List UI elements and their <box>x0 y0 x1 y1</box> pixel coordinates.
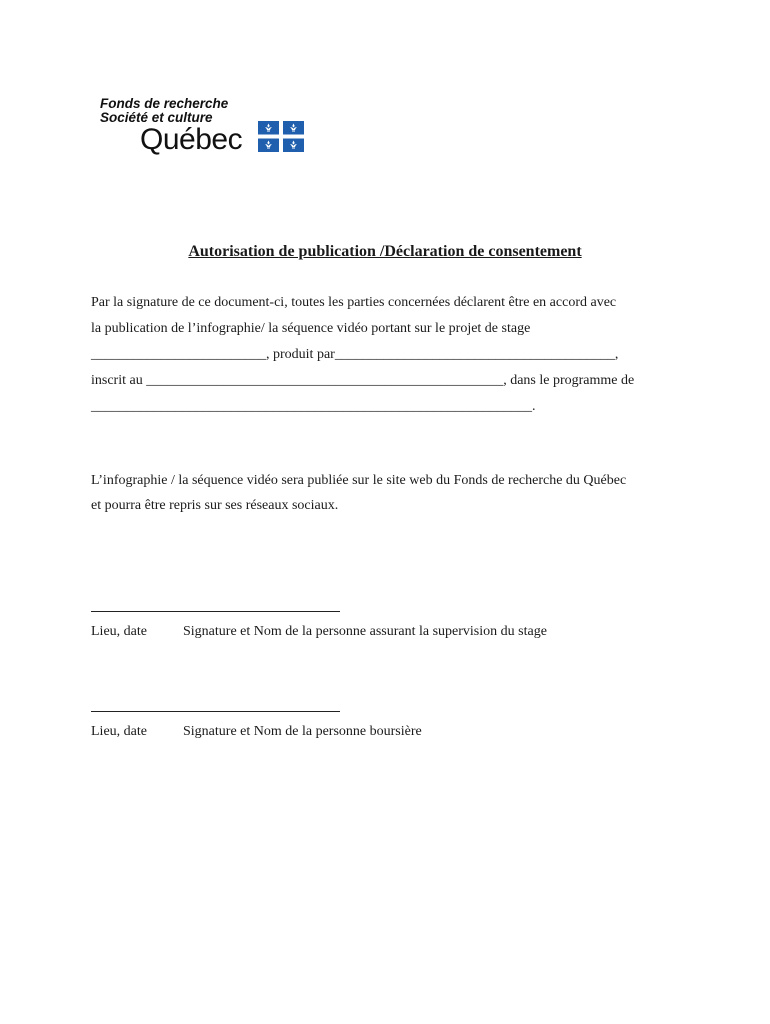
place-date-label: Lieu, date <box>91 724 147 739</box>
signature-line-supervisor <box>91 611 340 612</box>
paragraph2-line2: et pourra être repris sur ses réseaux sociaux. <box>91 498 339 513</box>
supervisor-signature-label: Signature et Nom de la personne assurant la supervision du stage <box>183 624 547 639</box>
quebec-flag-icon <box>258 121 304 152</box>
signature-line-recipient <box>91 711 340 712</box>
paragraph1-line1: Par la signature de ce document-ci, toutes les parties concernées déclarent être en accord avec <box>91 295 617 310</box>
fonds-recherche-logo <box>100 97 310 157</box>
paragraph1-line4: inscrit au ___________________________________________________, dans le programme de <box>91 373 635 388</box>
logo-org-line1: Fonds de recherche <box>100 96 229 111</box>
paragraph1-line2: la publication de l’infographie/ la séquence vidéo portant sur le projet de stage <box>91 321 531 336</box>
place-date-label: Lieu, date <box>91 624 147 639</box>
logo-org-line2: Société et culture <box>100 110 213 125</box>
paragraph1-line3: _________________________, produit par________________________________________, <box>91 347 619 362</box>
recipient-signature-label: Signature et Nom de la personne boursière <box>183 724 422 739</box>
paragraph1-line5: _______________________________________________________________. <box>91 399 536 414</box>
document-title: Autorisation de publication /Déclaration de consentement <box>188 243 582 260</box>
logo-province: Québec <box>140 123 243 156</box>
paragraph2-line1: L’infographie / la séquence vidéo sera publiée sur le site web du Fonds de recherche du Québec <box>91 473 627 488</box>
